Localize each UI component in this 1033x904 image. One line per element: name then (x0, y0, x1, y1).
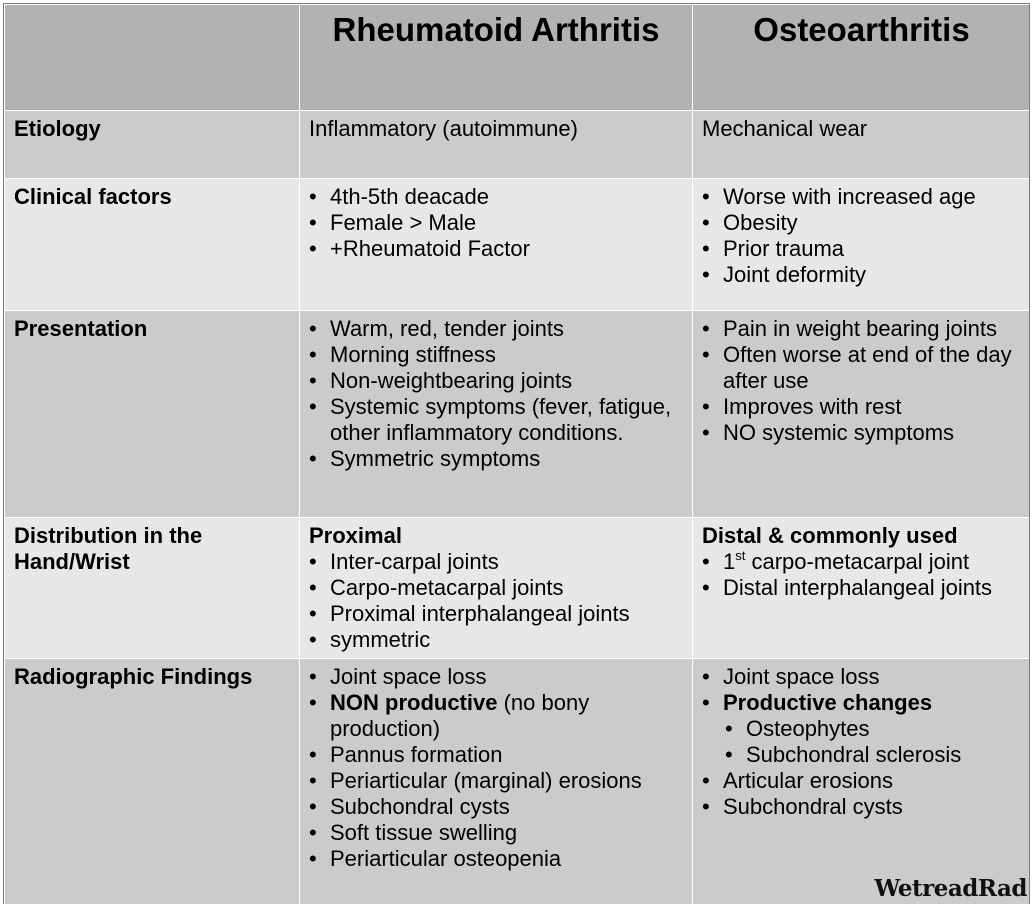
list-item-text: (no bony production) (330, 690, 590, 741)
list-item: • Joint deformity (702, 262, 1022, 288)
list-item: • Periarticular (marginal) erosions (309, 768, 684, 794)
list-item: • Prior trauma (702, 236, 1022, 262)
row-label: Clinical factors (5, 179, 300, 311)
oa-cell (693, 518, 1031, 659)
list-item: • Morning stiffness (309, 342, 684, 368)
bullet-list (702, 549, 1022, 601)
comparison-table (4, 4, 1030, 904)
bullet-list (309, 664, 684, 872)
list-item: • NO systemic symptoms (702, 420, 1022, 446)
bold-text: NON productive (330, 690, 498, 715)
list-item: • Soft tissue swelling (309, 820, 684, 846)
ra-cell (300, 518, 693, 659)
list-item: • Pannus formation (309, 742, 684, 768)
oa-cell (693, 179, 1031, 311)
list-item: • Symmetric symptoms (309, 446, 684, 472)
list-item: • Non-weightbearing joints (309, 368, 684, 394)
header-ra: Rheumatoid Arthritis (300, 5, 693, 111)
ordinal-suffix: st (735, 548, 746, 563)
ra-cell (300, 311, 693, 518)
list-item-text: carpo-metacarpal joint (745, 549, 970, 574)
bullet-list (309, 316, 684, 472)
list-item (702, 690, 1022, 768)
row-label: Presentation (5, 311, 300, 518)
ra-cell (300, 659, 693, 904)
list-item: • Improves with rest (702, 394, 1022, 420)
list-item: • 4th-5th deacade (309, 184, 684, 210)
ordinal-number: 1 (723, 549, 736, 574)
bullet-list (309, 184, 684, 262)
list-item (702, 549, 1022, 575)
list-item: • Subchondral cysts (702, 794, 1022, 820)
row-label: Distribution in the Hand/Wrist (5, 518, 300, 659)
cell-subheading: Proximal (309, 523, 402, 548)
list-item: • symmetric (309, 627, 684, 653)
list-item: • +Rheumatoid Factor (309, 236, 684, 262)
nested-list-item: • Subchondral sclerosis (725, 742, 1022, 768)
list-item: • Obesity (702, 210, 1022, 236)
row-etiology (5, 111, 1031, 179)
list-item: • Often worse at end of the day after use (702, 342, 1022, 394)
ra-cell: Inflammatory (autoimmune) (300, 111, 693, 179)
list-item: • Articular erosions (702, 768, 1022, 794)
watermark-logo: WetreadRad (874, 875, 1027, 902)
row-label: Radiographic Findings (5, 659, 300, 904)
bullet-list (702, 316, 1022, 446)
oa-cell: Mechanical wear (693, 111, 1031, 179)
nested-list-item: • Osteophytes (725, 716, 1022, 742)
list-item (309, 690, 684, 742)
list-item: • Proximal interphalangeal joints (309, 601, 684, 627)
row-radiographic-findings (5, 659, 1031, 904)
oa-cell (693, 659, 1031, 904)
cell-subheading: Distal & commonly used (702, 523, 958, 548)
ra-cell (300, 179, 693, 311)
bullet-list (702, 664, 1022, 820)
list-item: • Joint space loss (309, 664, 684, 690)
list-item: • Pain in weight bearing joints (702, 316, 1022, 342)
row-clinical-factors (5, 179, 1031, 311)
list-item: • Distal interphalangeal joints (702, 575, 1022, 601)
header-empty-cell (5, 5, 300, 111)
bullet-list (309, 549, 684, 653)
header-row (5, 5, 1031, 111)
row-presentation (5, 311, 1031, 518)
row-distribution (5, 518, 1031, 659)
list-item: • Female > Male (309, 210, 684, 236)
list-item: • Joint space loss (702, 664, 1022, 690)
list-item: • Subchondral cysts (309, 794, 684, 820)
oa-cell (693, 311, 1031, 518)
list-item: • Worse with increased age (702, 184, 1022, 210)
nested-bullet-list (723, 716, 1022, 768)
bold-text: Productive changes (723, 690, 933, 715)
row-label: Etiology (5, 111, 300, 179)
list-item: • Periarticular osteopenia (309, 846, 684, 872)
list-item: • Carpo-metacarpal joints (309, 575, 684, 601)
list-item: • Warm, red, tender joints (309, 316, 684, 342)
list-item: • Inter-carpal joints (309, 549, 684, 575)
list-item: • Systemic symptoms (fever, fatigue, other inflammatory conditions. (309, 394, 684, 446)
header-oa: Osteoarthritis (693, 5, 1031, 111)
comparison-table-frame (3, 3, 1030, 904)
bullet-list (702, 184, 1022, 288)
